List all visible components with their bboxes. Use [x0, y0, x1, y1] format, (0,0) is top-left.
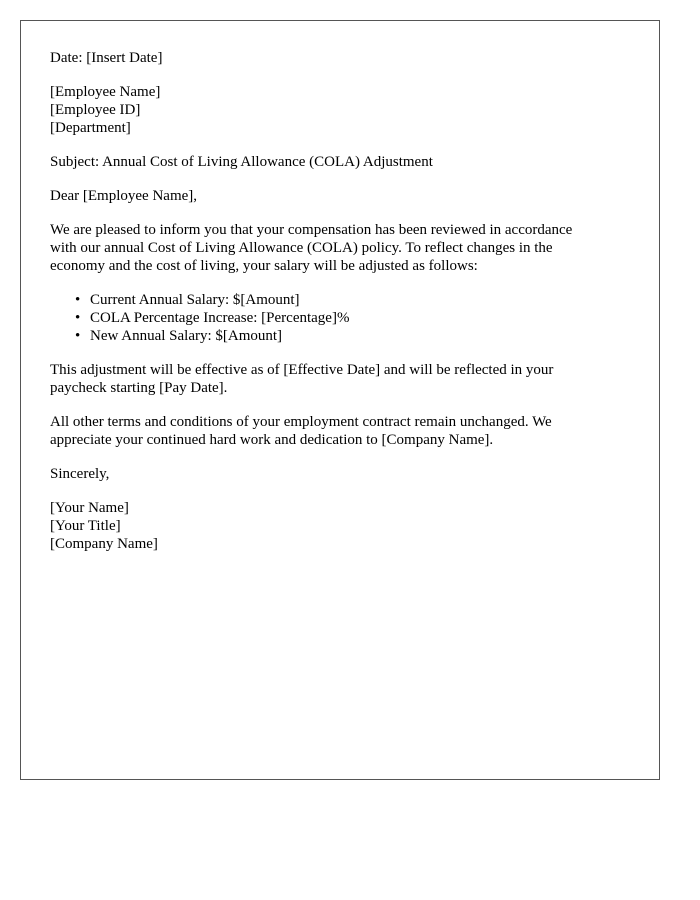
- signoff-text: Sincerely,: [50, 466, 110, 482]
- signature-title: [Your Title]: [50, 518, 121, 534]
- salary-list-item: [75, 291, 625, 309]
- salary-list: [50, 291, 625, 345]
- salary-list-item: [75, 309, 625, 327]
- signature-name: [Your Name]: [50, 500, 129, 516]
- subject-line: [50, 153, 625, 171]
- closing-paragraph: [50, 413, 625, 449]
- bullet-icon: •: [75, 328, 81, 344]
- intro-line: We are pleased to inform you that your compensation has been reviewed in accordance: [50, 222, 573, 238]
- closing-line: appreciate your continued hard work and dedication to [Company Name].: [50, 432, 494, 448]
- intro-line: economy and the cost of living, your salary will be adjusted as follows:: [50, 258, 478, 274]
- bullet-icon: •: [75, 310, 81, 326]
- recipient-block: [50, 83, 625, 137]
- signature-block: [50, 499, 625, 553]
- salutation-text: Dear [Employee Name],: [50, 188, 198, 204]
- signature-company: [Company Name]: [50, 536, 158, 552]
- signoff: [50, 465, 625, 483]
- letter-page: [20, 20, 660, 780]
- recipient-id: [Employee ID]: [50, 102, 141, 118]
- intro-paragraph: [50, 221, 625, 275]
- salary-item-text: New Annual Salary: $[Amount]: [90, 328, 283, 344]
- letter-body: [50, 49, 625, 569]
- bullet-icon: •: [75, 292, 81, 308]
- date-text: Date: [Insert Date]: [50, 50, 163, 66]
- recipient-name: [Employee Name]: [50, 84, 161, 100]
- salutation: [50, 187, 625, 205]
- closing-line: All other terms and conditions of your employment contract remain unchanged. We: [50, 414, 552, 430]
- salary-item-text: Current Annual Salary: $[Amount]: [90, 292, 300, 308]
- recipient-department: [Department]: [50, 120, 131, 136]
- date-line: [50, 49, 625, 67]
- salary-list-item: [75, 327, 625, 345]
- subject-text: Subject: Annual Cost of Living Allowance (COLA) Adjustment: [50, 154, 433, 170]
- salary-item-text: COLA Percentage Increase: [Percentage]%: [90, 310, 350, 326]
- effective-paragraph: [50, 361, 625, 397]
- effective-line: This adjustment will be effective as of [Effective Date] and will be reflected in your: [50, 362, 554, 378]
- effective-line: paycheck starting [Pay Date].: [50, 380, 228, 396]
- intro-line: with our annual Cost of Living Allowance (COLA) policy. To reflect changes in the: [50, 240, 553, 256]
